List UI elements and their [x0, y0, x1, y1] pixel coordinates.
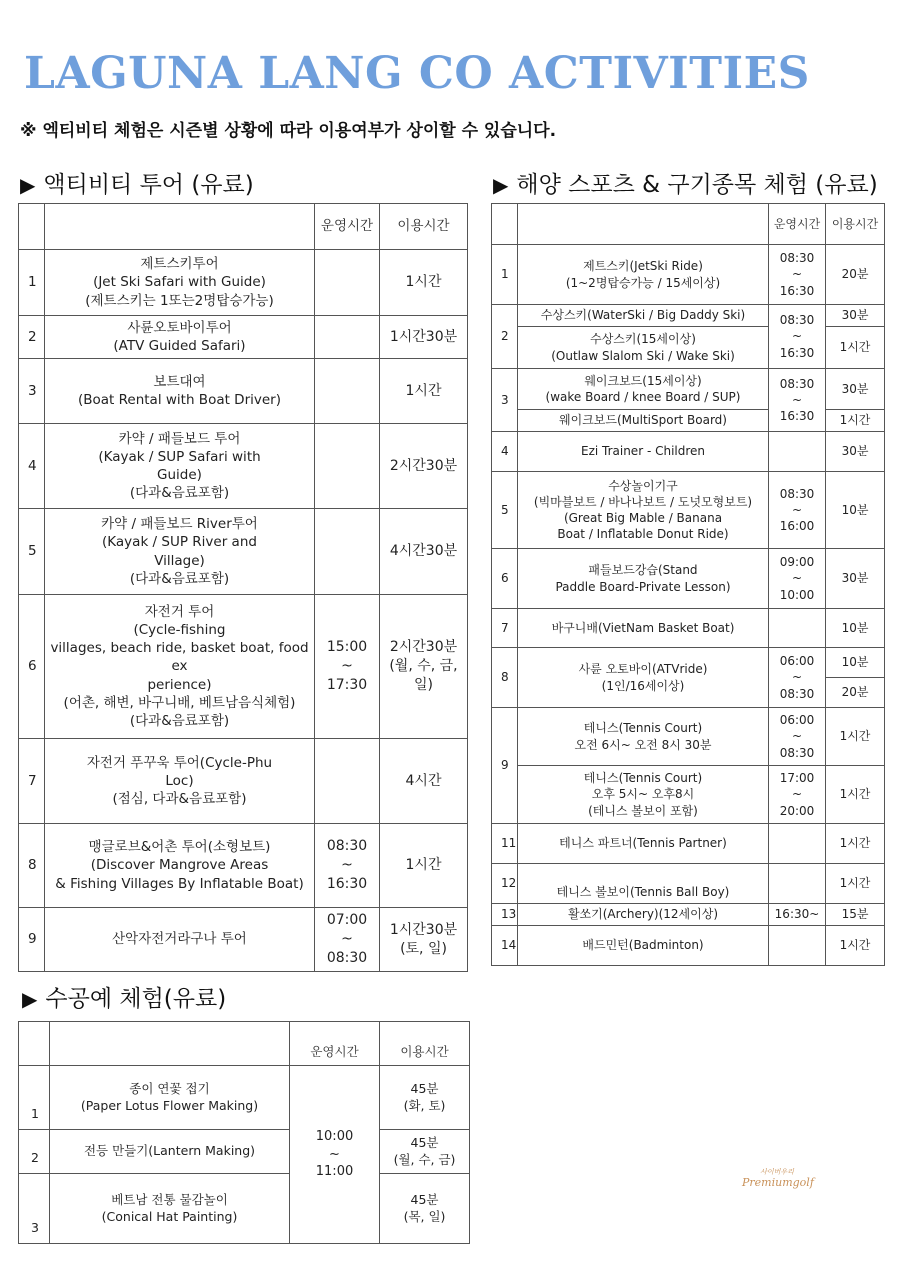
- header-cell-no: [492, 204, 518, 245]
- operating-hours: [769, 245, 826, 305]
- table-row: [492, 410, 885, 432]
- table-row: [492, 432, 885, 472]
- text-line: 17:00: [779, 771, 815, 786]
- text-line: 테니스(Tennis Court): [583, 721, 703, 736]
- row-number: 4: [492, 432, 518, 472]
- duration: [380, 316, 468, 359]
- activity-name: 활쏘기(Archery)(12세이상): [518, 904, 769, 926]
- row-number: 11: [492, 824, 518, 864]
- duration: 30분: [826, 549, 885, 609]
- text-line: 06:00: [779, 654, 815, 669]
- duration: [380, 359, 468, 424]
- text-line: 맹글로브&어촌 투어(소형보트): [88, 839, 271, 856]
- header-cell-name: [45, 204, 315, 250]
- table-row: [19, 824, 468, 908]
- text-line: 오전 6시~ 오전 8시 30분: [574, 737, 712, 752]
- operating-hours: [769, 824, 826, 864]
- duration: 1시간: [826, 824, 885, 864]
- text-line: 09:00: [779, 555, 815, 570]
- table-row: [19, 509, 468, 595]
- activity-name: Ezi Trainer - Children: [518, 432, 769, 472]
- text-line: 08:30: [779, 313, 815, 328]
- text-line: 10:00: [315, 1129, 354, 1145]
- text-line: (제트스키는 1또는2명탑승가능): [85, 292, 274, 309]
- text-line: (Paper Lotus Flower Making): [80, 1097, 259, 1113]
- text-line: 20:00: [779, 803, 815, 818]
- text-line: ~: [791, 670, 803, 685]
- text-line: 08:30: [326, 838, 368, 855]
- text-line: (Great Big Mable / Banana: [563, 511, 723, 525]
- text-line: 4시간: [405, 772, 442, 789]
- duration: 15분: [826, 904, 885, 926]
- operating-hours: [769, 766, 826, 824]
- activity-name: 바구니배(VietNam Basket Boat): [518, 609, 769, 648]
- activity-name: 테니스 파트너(Tennis Partner): [518, 824, 769, 864]
- text-line: 카약 / 패들보드 투어: [118, 430, 241, 447]
- table-row: [492, 609, 885, 648]
- arrow-right-icon: ▶: [22, 987, 38, 1011]
- text-line: 16:30: [779, 409, 815, 424]
- operating-hours: [315, 359, 380, 424]
- duration: 20분: [826, 678, 885, 708]
- season-notice: ※ 엑티비티 체험은 시즌별 상황에 따라 이용여부가 상이할 수 있습니다.: [20, 121, 557, 141]
- operating-hours: [315, 509, 380, 595]
- text-line: 08:30: [779, 745, 815, 760]
- text-line: (월, 수, 금): [393, 1151, 456, 1167]
- text-line: Boat / Inflatable Donut Ride): [557, 527, 729, 542]
- text-line: (Kayak / SUP River and: [102, 534, 257, 551]
- table-header-row: [19, 1022, 470, 1066]
- activity-name: [45, 359, 315, 424]
- operating-hours: [315, 824, 380, 908]
- operating-hours: [769, 549, 826, 609]
- table-header-row: [19, 204, 468, 250]
- activity-name: [45, 424, 315, 509]
- text-line: (다과&음료포함): [129, 713, 230, 730]
- table-row: [492, 864, 885, 904]
- row-number: 2: [492, 305, 518, 369]
- tour-heading-text: 액티비티 투어 (유료): [43, 172, 254, 198]
- text-line: 16:30: [779, 345, 815, 360]
- row-number: 6: [19, 595, 45, 739]
- activity-name: [50, 1066, 290, 1130]
- table-row: [492, 926, 885, 966]
- text-line: villages, beach ride, basket boat, food ex: [50, 640, 309, 675]
- craft-experience-table: [18, 1021, 470, 1244]
- duration: [380, 739, 468, 824]
- duration: 1시간: [826, 766, 885, 824]
- operating-hours: [315, 908, 380, 972]
- text-line: (Conical Hat Painting): [101, 1208, 238, 1224]
- text-line: perience): [147, 676, 212, 693]
- text-line: (Discover Mangrove Areas: [90, 857, 269, 874]
- text-line: (다과&음료포함): [129, 485, 230, 502]
- text-line: 08:30: [779, 251, 815, 266]
- header-duration: 이용시간: [380, 204, 468, 250]
- table-row: [492, 305, 885, 327]
- marine-sports-table: [491, 203, 885, 966]
- text-line: (빅마블보트 / 바나나보트 / 도넛모형보트): [533, 494, 753, 509]
- row-number: 12: [492, 864, 518, 904]
- watermark-logo: [742, 1168, 812, 1192]
- table-row: [19, 424, 468, 509]
- activity-name: [50, 1130, 290, 1174]
- duration: [380, 424, 468, 509]
- text-line: ~: [791, 267, 803, 282]
- header-duration: 이용시간: [380, 1022, 470, 1066]
- duration: 1시간: [826, 926, 885, 966]
- header-hours: 운영시간: [315, 204, 380, 250]
- tour-section-heading: [20, 166, 254, 199]
- table-row: [492, 245, 885, 305]
- operating-hours: [769, 472, 826, 549]
- activity-name: 테니스 볼보이(Tennis Ball Boy): [518, 864, 769, 904]
- duration: 1시간: [826, 327, 885, 369]
- text-line: ~: [329, 1146, 340, 1162]
- text-line: 08:30: [779, 686, 815, 701]
- text-line: 16:30: [326, 875, 368, 892]
- operating-hours: [769, 648, 826, 708]
- text-line: (목, 일): [403, 1208, 446, 1224]
- activity-name: [45, 595, 315, 739]
- duration: [380, 1174, 470, 1244]
- text-line: 16:30: [779, 283, 815, 298]
- duration: 30분: [826, 305, 885, 327]
- activity-name: 수상스키(WaterSki / Big Daddy Ski): [518, 305, 769, 327]
- text-line: 수상스키(15세이상): [590, 332, 696, 347]
- text-line: 카약 / 패들보드 River투어: [101, 516, 258, 533]
- text-line: 수상놀이기구: [608, 478, 678, 493]
- text-line: 웨이크보드(15세이상): [584, 373, 702, 388]
- text-line: Loc): [165, 772, 194, 789]
- table-row: [492, 708, 885, 766]
- text-line: Village): [154, 552, 205, 569]
- text-line: 패들보드강습(Stand: [588, 563, 698, 578]
- text-line: 08:30: [779, 376, 815, 391]
- text-line: 06:00: [779, 713, 815, 728]
- arrow-right-icon: ▶: [493, 173, 509, 197]
- page-title: LAGUNA LANG CO ACTIVITIES: [24, 48, 810, 99]
- operating-hours: [315, 739, 380, 824]
- row-number: 3: [19, 1174, 50, 1244]
- table-row: [19, 1174, 470, 1244]
- text-line: (Boat Rental with Boat Driver): [77, 392, 281, 408]
- table-row: [492, 327, 885, 369]
- text-line: (Jet Ski Safari with Guide): [93, 274, 266, 291]
- activity-name: [45, 824, 315, 908]
- text-line: 1시간: [405, 857, 442, 874]
- text-line: 2시간30분: [389, 457, 458, 474]
- row-number: 2: [19, 1130, 50, 1174]
- text-line: 10:00: [779, 587, 815, 602]
- operating-hours: [315, 250, 380, 316]
- text-line: 자전거 투어: [144, 603, 215, 620]
- duration: 30분: [826, 369, 885, 410]
- text-line: 1시간: [405, 382, 442, 399]
- duration: 10분: [826, 648, 885, 678]
- header-cell-name: [50, 1022, 290, 1066]
- text-line: 08:30: [779, 486, 815, 501]
- duration: [380, 509, 468, 595]
- table-row: [19, 908, 468, 972]
- text-line: ~: [341, 658, 353, 675]
- text-line: 17:30: [326, 676, 368, 693]
- text-line: Guide): [157, 467, 202, 483]
- operating-hours: [290, 1066, 380, 1244]
- text-line: (어촌, 해변, 바구니배, 베트남음식체험): [63, 694, 296, 711]
- text-line: 자전거 푸꾸욱 투어(Cycle-Phu: [86, 754, 273, 771]
- activity-name: 웨이크보드(MultiSport Board): [518, 410, 769, 432]
- text-line: (Outlaw Slalom Ski / Wake Ski): [551, 348, 735, 363]
- text-line: 2시간30분: [389, 639, 458, 656]
- text-line: (1~2명탑승가능 / 15세이상): [565, 275, 721, 290]
- text-line: ~: [791, 502, 803, 517]
- activity-name: [518, 766, 769, 824]
- text-line: ~: [341, 857, 353, 874]
- text-line: (wake Board / knee Board / SUP): [545, 390, 741, 404]
- text-line: 보트대여: [153, 373, 206, 390]
- row-number: 1: [492, 245, 518, 305]
- table-row: [492, 766, 885, 824]
- duration: [380, 1066, 470, 1130]
- craft-section-heading: [22, 980, 226, 1013]
- text-line: ~: [341, 931, 353, 948]
- activity-name: [518, 549, 769, 609]
- operating-hours: [769, 369, 826, 432]
- activity-name: [518, 369, 769, 410]
- text-line: ~: [791, 392, 803, 407]
- row-number: 1: [19, 1066, 50, 1130]
- text-line: 4시간30분: [389, 543, 458, 560]
- row-number: 5: [19, 509, 45, 595]
- text-line: 베트남 전통 물감놀이: [111, 1191, 228, 1207]
- duration: 30분: [826, 432, 885, 472]
- activity-name: [518, 708, 769, 766]
- watermark-main-text: Premiumgolf: [742, 1176, 814, 1189]
- table-row: [19, 316, 468, 359]
- activity-tour-table: [18, 203, 468, 972]
- row-number: 1: [19, 250, 45, 316]
- table-row: [19, 250, 468, 316]
- row-number: 8: [19, 824, 45, 908]
- text-line: (테니스 볼보이 포함): [588, 803, 698, 818]
- text-line: 종이 연꽃 접기: [129, 1080, 210, 1096]
- row-number: 7: [492, 609, 518, 648]
- text-line: (화, 토): [403, 1097, 446, 1113]
- header-hours: 운영시간: [290, 1022, 380, 1066]
- activity-name: [518, 245, 769, 305]
- row-number: 9: [492, 708, 518, 824]
- text-line: (ATV Guided Safari): [113, 338, 246, 354]
- arrow-right-icon: ▶: [20, 173, 36, 197]
- table-row: [19, 739, 468, 824]
- operating-hours: [769, 305, 826, 369]
- activity-name: [45, 509, 315, 595]
- table-row: [19, 1130, 470, 1174]
- watermark-top-text: 사이버우리: [760, 1168, 794, 1176]
- operating-hours: [315, 316, 380, 359]
- text-line: 08:30: [326, 949, 368, 966]
- operating-hours: [769, 864, 826, 904]
- duration: 1시간: [826, 410, 885, 432]
- row-number: 14: [492, 926, 518, 966]
- craft-heading-text: 수공예 체험(유료): [45, 986, 227, 1012]
- duration: [380, 824, 468, 908]
- table-row: [492, 369, 885, 410]
- row-number: 7: [19, 739, 45, 824]
- text-line: (월, 수, 금, 일): [389, 658, 458, 693]
- row-number: 4: [19, 424, 45, 509]
- duration: [380, 908, 468, 972]
- header-duration: 이용시간: [826, 204, 885, 245]
- table-row: [19, 595, 468, 739]
- text-line: 1시간30분: [389, 328, 458, 345]
- text-line: 사륜 오토바이(ATVride): [578, 662, 708, 677]
- activity-name: [45, 250, 315, 316]
- row-number: 5: [492, 472, 518, 549]
- duration: [380, 250, 468, 316]
- text-line: 제트스키(JetSki Ride): [583, 259, 703, 274]
- header-hours: 운영시간: [769, 204, 826, 245]
- operating-hours: [769, 926, 826, 966]
- text-line: & Fishing Villages By Inflatable Boat): [55, 875, 304, 892]
- table-row: [492, 904, 885, 926]
- operating-hours: [769, 609, 826, 648]
- activity-name: [50, 1174, 290, 1244]
- text-line: Paddle Board-Private Lesson): [555, 579, 731, 594]
- activity-name: 배드민턴(Badminton): [518, 926, 769, 966]
- duration: 10분: [826, 609, 885, 648]
- text-line: 사륜오토바이투어: [127, 319, 232, 336]
- text-line: 제트스키투어: [140, 256, 219, 273]
- text-line: 45분: [410, 1080, 439, 1096]
- header-cell-name: [518, 204, 769, 245]
- operating-hours: [315, 424, 380, 509]
- text-line: 오후 5시~ 오후8시: [591, 787, 695, 802]
- text-line: 1시간: [405, 274, 442, 291]
- row-number: 6: [492, 549, 518, 609]
- text-line: 테니스(Tennis Court): [583, 771, 703, 786]
- duration: 10분: [826, 472, 885, 549]
- table-row: [19, 1066, 470, 1130]
- row-number: 2: [19, 316, 45, 359]
- operating-hours: 16:30~: [769, 904, 826, 926]
- duration: [380, 1130, 470, 1174]
- duration: [380, 595, 468, 739]
- text-line: 11:00: [315, 1164, 354, 1180]
- text-line: ~: [791, 787, 803, 802]
- table-row: [492, 648, 885, 678]
- text-line: ~: [791, 329, 803, 344]
- activity-name: [45, 908, 315, 972]
- text-line: (Kayak / SUP Safari with: [98, 448, 261, 465]
- marine-heading-text: 해양 스포츠 & 구기종목 체험 (유료): [516, 172, 878, 198]
- duration: 20분: [826, 245, 885, 305]
- text-line: (토, 일): [400, 940, 447, 957]
- operating-hours: [769, 708, 826, 766]
- row-number: 3: [492, 369, 518, 432]
- text-line: (Cycle-fishing: [133, 621, 226, 638]
- table-row: [492, 824, 885, 864]
- activity-name: [518, 327, 769, 369]
- table-header-row: [492, 204, 885, 245]
- operating-hours: [769, 432, 826, 472]
- text-line: (다과&음료포함): [129, 570, 230, 587]
- row-number: 8: [492, 648, 518, 708]
- text-line: 산악자전거라구나 투어: [112, 931, 247, 948]
- text-line: 07:00: [326, 912, 368, 929]
- duration: 1시간: [826, 708, 885, 766]
- activity-name: [518, 472, 769, 549]
- text-line: 1시간30분: [389, 921, 458, 938]
- text-line: 15:00: [326, 639, 368, 656]
- table-row: [492, 549, 885, 609]
- table-row: [19, 359, 468, 424]
- text-line: (1인/16세이상): [601, 678, 685, 693]
- text-line: (점심, 다과&음료포함): [112, 791, 247, 808]
- activity-name: [45, 316, 315, 359]
- activity-name: [518, 648, 769, 708]
- row-number: 9: [19, 908, 45, 972]
- text-line: ~: [791, 729, 803, 744]
- activity-name: [45, 739, 315, 824]
- operating-hours: [315, 595, 380, 739]
- text-line: 45분: [410, 1134, 439, 1150]
- text-line: 16:00: [779, 519, 815, 534]
- text-line: 45분: [410, 1191, 439, 1207]
- duration: 1시간: [826, 864, 885, 904]
- row-number: 13: [492, 904, 518, 926]
- marine-section-heading: [493, 166, 878, 199]
- table-row: [492, 472, 885, 549]
- text-line: ~: [791, 571, 803, 586]
- header-cell-no: [19, 204, 45, 250]
- text-line: 전등 만들기(Lantern Making): [83, 1143, 256, 1159]
- header-cell-no: [19, 1022, 50, 1066]
- row-number: 3: [19, 359, 45, 424]
